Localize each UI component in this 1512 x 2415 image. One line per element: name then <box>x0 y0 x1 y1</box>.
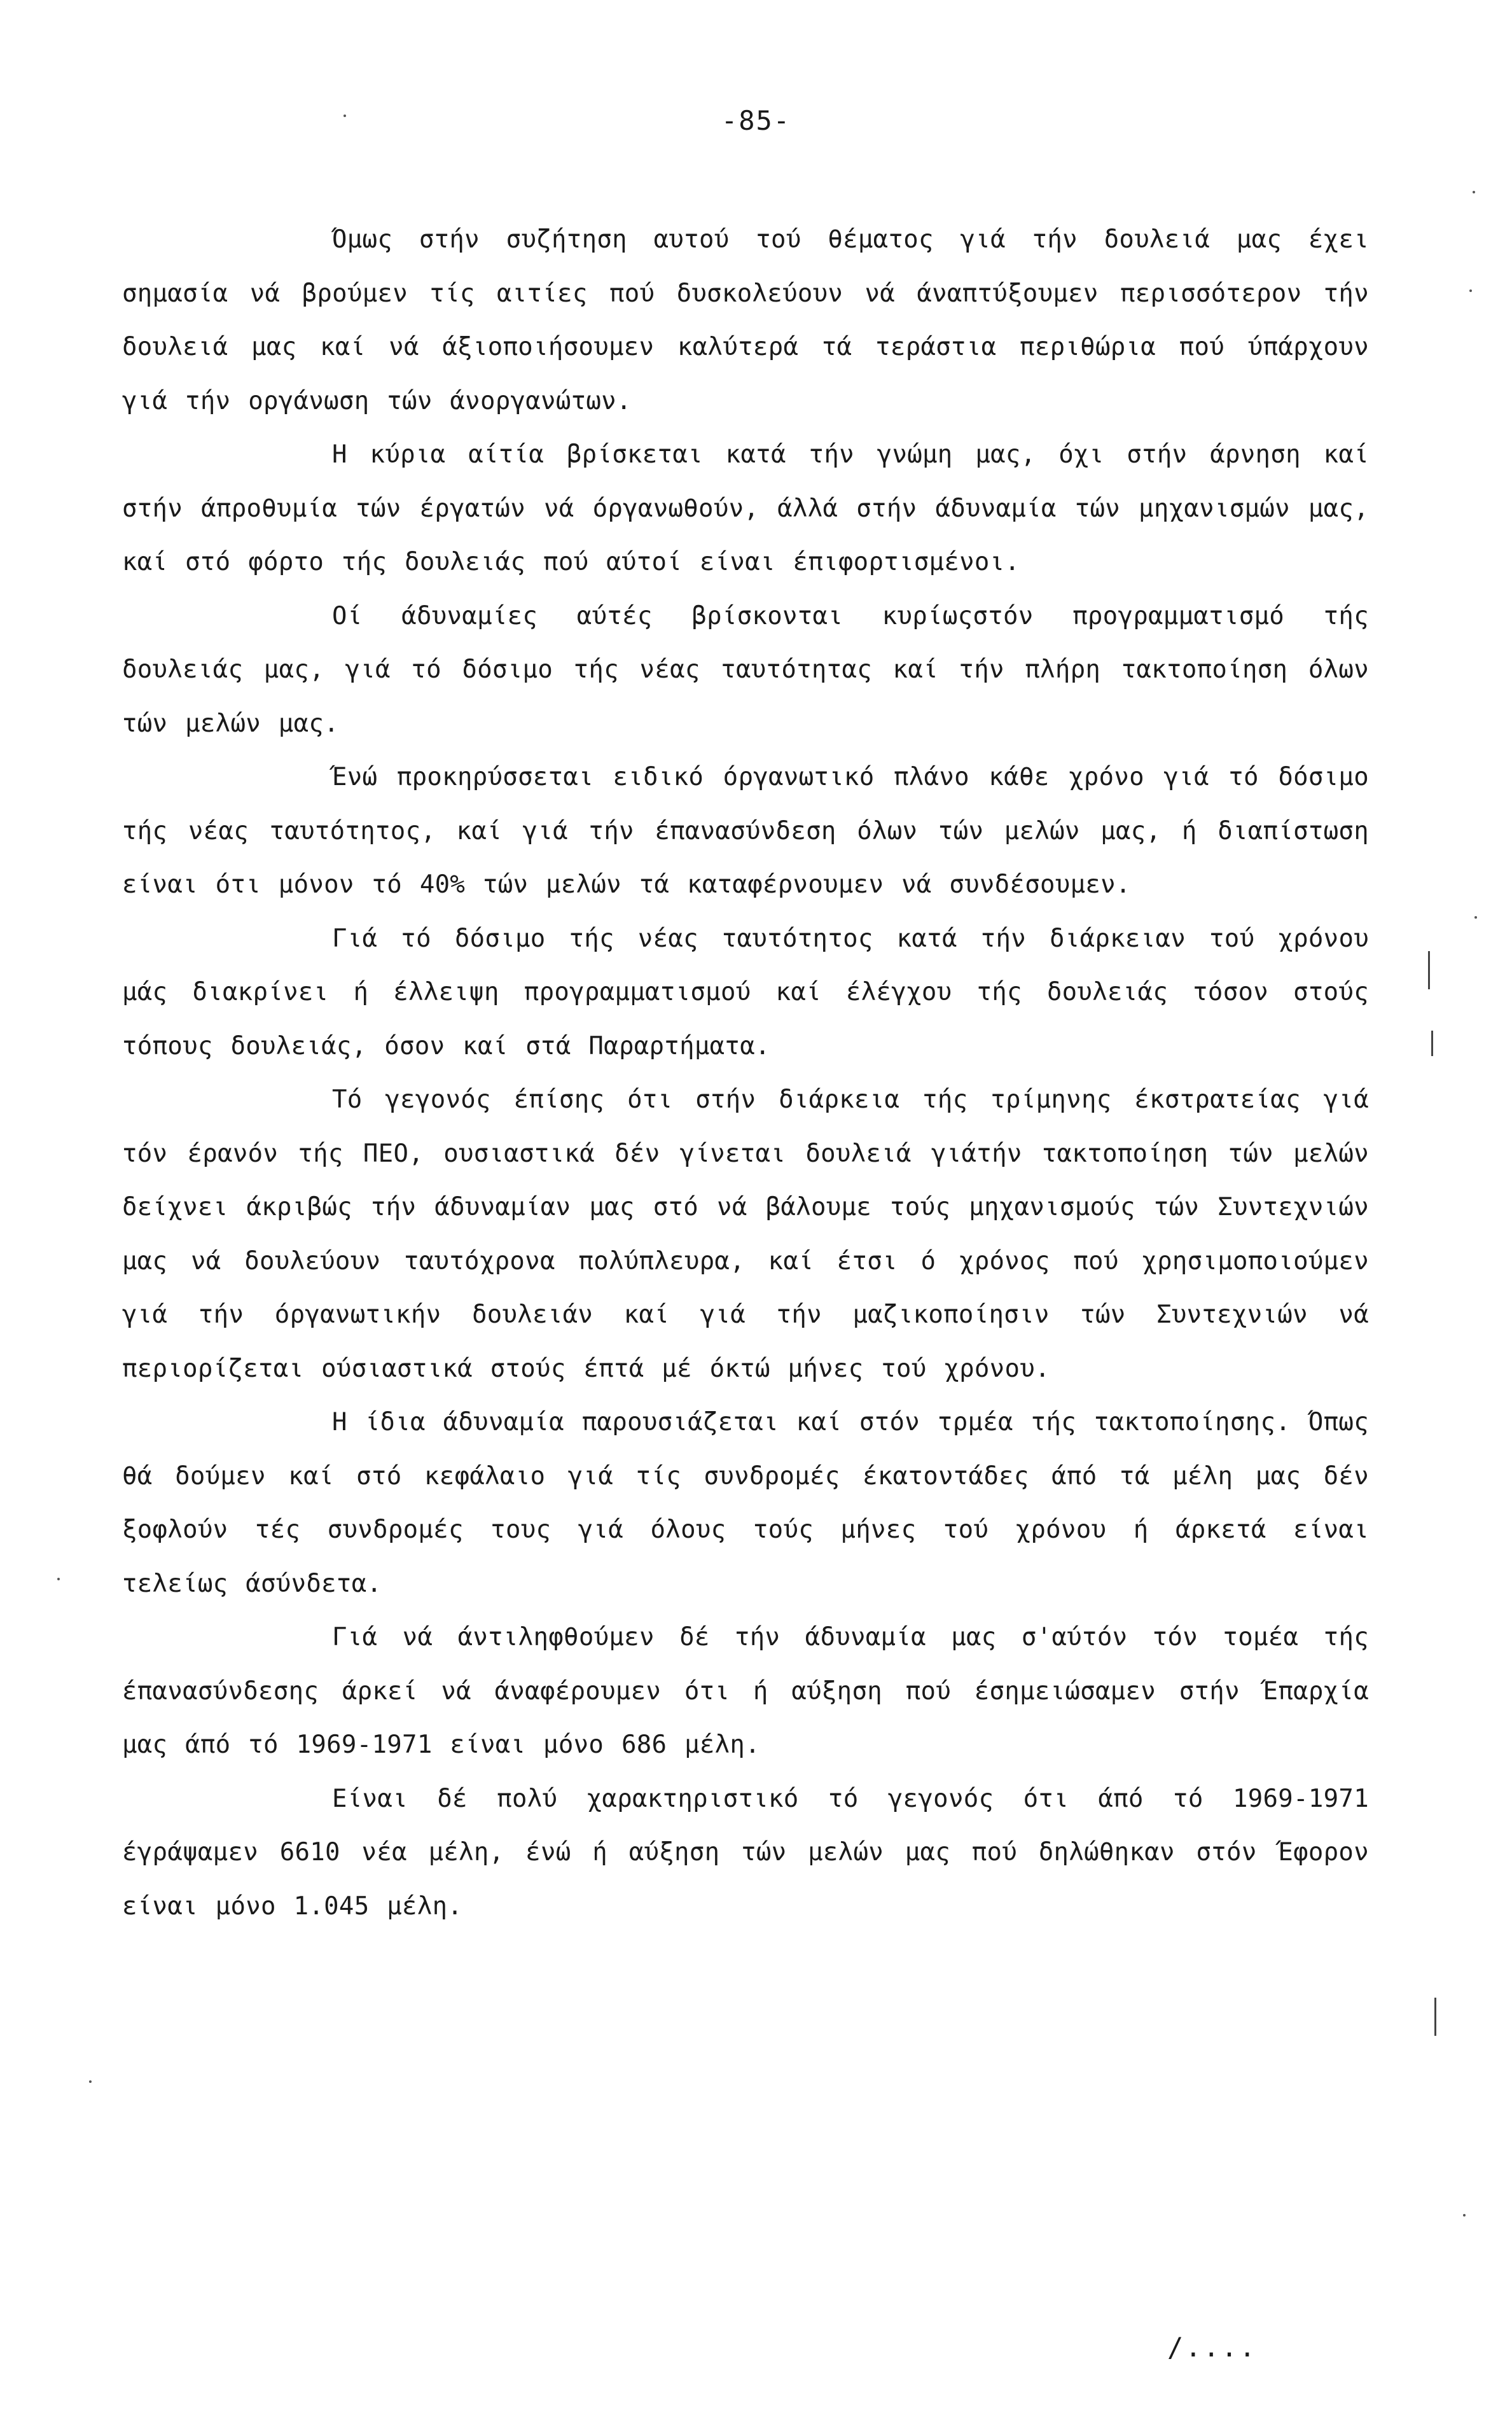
paragraph-5: Γιά τό δόσιμο τής νέας ταυτότητος κατά τήν διάρκειαν τού χρόνου μάς διακρίνει ή έλλειψη προγραμματισμού καί έλέγχου τής δουλειάς τόσον στούς τόπους δουλειάς, όσον καί στά Παραρτήματα. <box>122 924 1369 1061</box>
body-text <box>122 213 1369 1933</box>
margin-mark <box>1428 951 1430 989</box>
paragraph-1: Όμως στήν συζήτηση αυτού τού θέματος γιά τήν δουλειά μας έχει σημασία νά βρούμεν τίς αιτίες πού δυσκολεύουν νά άναπτύξουμεν περισσότερον τήν δουλειά μας καί νά άξιοποιήσουμεν καλύτερά τά τεράστια περιθώρια πού ύπάρχουν γιά τήν οργάνωση τών άνοργανώτων. <box>122 225 1369 415</box>
margin-mark <box>1431 1031 1433 1056</box>
paragraph-8: Γιά νά άντιληφθούμεν δέ τήν άδυναμία μας σ'αύτόν τόν τομέα τής έπανασύνδεσης άρκεί νά άναφέρουμεν ότι ή αύξηση πού έσημειώσαμεν στήν Έπαρχία μας άπό τό 1969-1971 είναι μόνο 686 μέλη. <box>122 1623 1369 1759</box>
scan-speck <box>57 1578 60 1580</box>
paragraph-6: Τό γεγονός έπίσης ότι στήν διάρκεια τής τρίμηνης έκστρατείας γιά τόν έρανόν τής ΠΕΟ, ουσιαστικά δέν γίνεται δουλειά γιάτήν τακτοποίηση τών μελών δείχνει άκριβώς τήν άδυναμίαν μας στό νά βάλουμε τούς μηχανισμούς τών Συντεχνιών μας νά δουλεύουν ταυτόχρονα πολύπλευρα, καί έτσι ό χρόνος πού χρησιμοποιούμεν γιά τήν όργανωτικήν δουλειάν καί γιά τήν μαζικοποίησιν τών Συντεχνιών νά περιορίζεται ούσιαστικά στούς έπτά μέ όκτώ μήνες τού χρόνου. <box>122 1085 1369 1383</box>
paragraph-7: Η ίδια άδυναμία παρουσιάζεται καί στόν τρμέα τής τακτοποίησης. Όπως θά δούμεν καί στό κεφάλαιο γιά τίς συνδρομές έκατοντάδες άπό τά μέλη μας δέν ξοφλούν τές συνδρομές τους γιά όλους τούς μήνες τού χρόνου ή άρκετά είναι τελείως άσύνδετα. <box>122 1408 1369 1598</box>
scan-speck <box>343 115 346 117</box>
scan-speck <box>89 2080 92 2083</box>
paragraph-9: Είναι δέ πολύ χαρακτηριστικό τό γεγονός ότι άπό τό 1969-1971 έγράψαμεν 6610 νέα μέλη, ένώ ή αύξηση τών μελών μας πού δηλώθηκαν στόν Έφορον είναι μόνο 1.045 μέλη. <box>122 1784 1369 1921</box>
scan-speck <box>1463 2214 1466 2217</box>
scan-speck <box>1469 289 1472 292</box>
paragraph-3: Οί άδυναμίες αύτές βρίσκονται κυρίωςστόν προγραμματισμό τής δουλειάς μας, γιά τό δόσιμο τής νέας ταυτότητας καί τήν πλήρη τακτοποίηση όλων τών μελών μας. <box>122 601 1369 738</box>
page-number: -85- <box>721 105 791 136</box>
scan-speck <box>1473 191 1475 193</box>
margin-mark <box>1434 1998 1436 2036</box>
paragraph-2: Η κύρια αίτία βρίσκεται κατά τήν γνώμη μας, όχι στήν άρνηση καί στήν άπροθυμία τών έργατών νά όργανωθούν, άλλά στήν άδυναμία τών μηχανισμών μας, καί στό φόρτο τής δουλειάς πού αύτοί είναι έπιφορτισμένοι. <box>122 440 1369 576</box>
continuation-mark: /.... <box>1167 2332 1258 2363</box>
scan-speck <box>1474 916 1477 919</box>
paragraph-4: Ένώ προκηρύσσεται ειδικό όργανωτικό πλάνο κάθε χρόνο γιά τό δόσιμο τής νέας ταυτότητος, καί γιά τήν έπανασύνδεση όλων τών μελών μας, ή διαπίστωση είναι ότι μόνον τό 40% τών μελών τά καταφέρνουμεν νά συνδέσουμεν. <box>122 763 1369 899</box>
